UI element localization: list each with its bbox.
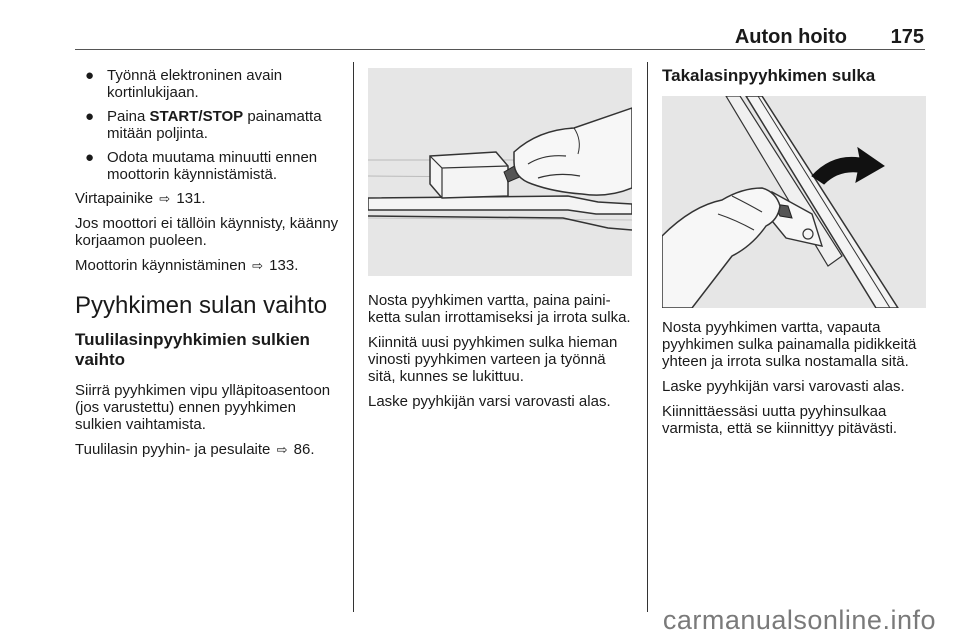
step-text-prefix: Paina	[107, 108, 150, 125]
page-reference-arrow-icon: ⇨	[276, 442, 288, 457]
paragraph: Nosta pyyhkimen vartta, vapauta pyyhkimen sulka painamalla pidikkeitä yhteen ja irrota sulka nostamalla sitä.	[662, 319, 917, 370]
reference-text: Virtapainike	[75, 190, 154, 207]
page-reference-arrow-icon: ⇨	[159, 191, 171, 206]
reference-page: 86.	[293, 441, 315, 458]
step-item	[75, 149, 343, 183]
paragraph: Laske pyyhkijän varsi varovasti alas.	[368, 393, 611, 410]
column-3-body	[662, 319, 932, 445]
paragraph: Nosta pyyhkimen vartta, paina painiketta sulan irrottamiseksi ja irrota sulka.	[368, 292, 631, 326]
watermark: carmanualsonline.info	[662, 605, 936, 635]
page-header	[0, 0, 960, 52]
page-number: 175	[890, 26, 924, 48]
cross-reference[interactable]	[75, 190, 343, 207]
cross-reference[interactable]	[75, 441, 343, 458]
wiper-blade-release-illustration	[368, 68, 632, 276]
paragraph: Jos moottori ei tällöin käynnisty, käänny korjaamon puoleen.	[75, 215, 339, 249]
bullet-icon: ●	[85, 108, 95, 125]
reference-page: 131.	[176, 190, 206, 207]
step-item	[75, 67, 343, 101]
bullet-icon: ●	[85, 149, 95, 166]
column-divider-1	[353, 62, 354, 612]
section-title: Pyyhkimen sulan vaihto	[75, 292, 328, 319]
step-text-suffix: painamatta mitään poljinta.	[107, 108, 322, 142]
paragraph: Kiinnittäessäsi uutta pyyhinsulkaa varmista, että se kiinnittyy pitävästi.	[662, 403, 898, 437]
rear-wiper-blade-illustration	[662, 96, 926, 308]
step-text: Työnnä elektroninen avain kortinlukijaan.	[107, 67, 283, 101]
header-rule	[75, 49, 925, 50]
paragraph: Kiinnitä uusi pyyhkimen sulka hieman vinosti pyyhkimen varteen ja työnnä sitä, kunnes se lukittuu.	[368, 334, 618, 385]
column-3	[662, 66, 932, 86]
rear-wiper-drawing	[662, 96, 926, 308]
reference-page: 133.	[269, 257, 299, 274]
paragraph: Siirrä pyyhkimen vipu ylläpitoasentoon (jos varustettu) ennen pyyhkimen sulkien vaihtamista.	[75, 382, 331, 433]
column-divider-2	[647, 62, 648, 612]
cross-reference[interactable]	[75, 257, 343, 274]
bullet-icon: ●	[85, 67, 95, 84]
page-reference-arrow-icon: ⇨	[252, 258, 263, 273]
subsection-title: Tuulilasinpyyhkimien sulkien vaihto	[75, 330, 310, 369]
column-1	[75, 67, 343, 466]
step-item	[75, 108, 343, 142]
reference-text: Tuulilasin pyyhin- ja pesulaite	[75, 441, 271, 458]
column-2	[368, 292, 636, 418]
paragraph: Laske pyyhkijän varsi varovasti alas.	[662, 378, 905, 395]
reference-text: Moottorin käynnistäminen	[75, 257, 246, 274]
step-list	[75, 67, 343, 183]
wiper-blade-drawing	[368, 68, 632, 276]
step-text: Odota muutama minuutti ennen moottorin käynnistämistä.	[107, 149, 318, 183]
subsection-title: Takalasinpyyhkimen sulka	[662, 66, 876, 85]
start-stop-label: START/STOP	[149, 108, 244, 125]
page-title: Auton hoito	[734, 26, 847, 48]
